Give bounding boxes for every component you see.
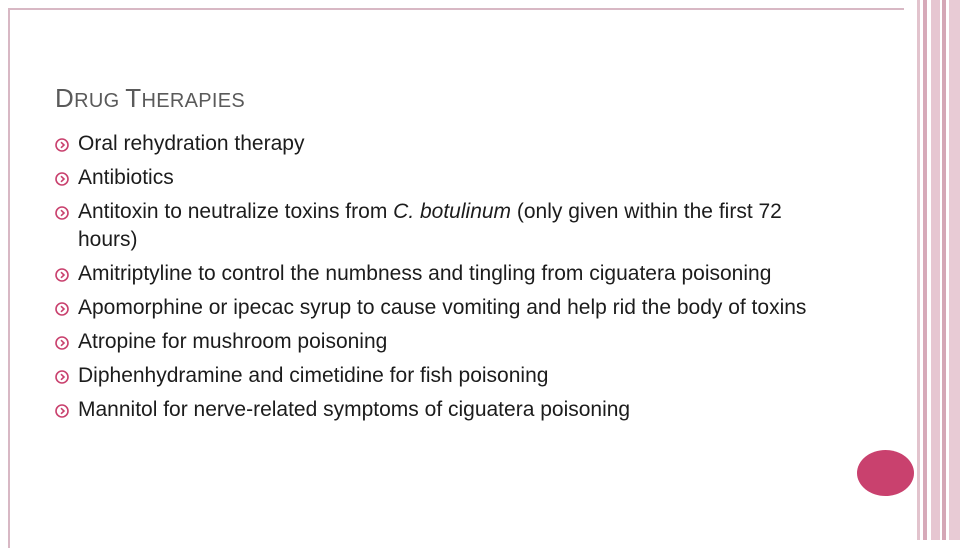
list-item [55, 328, 825, 356]
title-word-rest: HERAPIES [141, 90, 246, 112]
side-stripe [942, 0, 946, 540]
circle-arrow-icon [55, 268, 69, 282]
side-stripe [923, 0, 927, 540]
circle-arrow-icon [55, 370, 69, 384]
slide-title [55, 78, 245, 115]
title-initial: D [55, 83, 75, 113]
bullet-text: Oral rehydration therapy [78, 132, 305, 155]
bullet-text: Amitriptyline to control the numbness and tingling from ciguatera poisoning [78, 262, 772, 285]
bullet-text: (only given within the first 72 hours) [78, 200, 782, 251]
list-item [55, 294, 825, 322]
circle-arrow-icon [55, 336, 69, 350]
list-item [55, 260, 825, 288]
title-word-rest: RUG [74, 90, 126, 112]
circle-arrow-icon [55, 302, 69, 316]
bullet-text: Mannitol for nerve-related symptoms of ciguatera poisoning [78, 398, 631, 421]
title-initial: T [125, 83, 142, 113]
bullet-text: Antitoxin to neutralize toxins from [78, 200, 394, 223]
circle-arrow-icon [55, 206, 69, 220]
bullet-list [55, 130, 825, 430]
accent-circle [857, 450, 914, 496]
list-item [55, 164, 825, 192]
circle-arrow-icon [55, 138, 69, 152]
side-stripe [931, 0, 940, 540]
side-stripe [917, 0, 920, 540]
circle-arrow-icon [55, 172, 69, 186]
circle-arrow-icon [55, 404, 69, 418]
bullet-text: Antibiotics [78, 166, 174, 189]
bullet-text: Atropine for mushroom poisoning [78, 330, 388, 353]
list-item [55, 362, 825, 390]
list-item [55, 130, 825, 158]
bullet-text: Apomorphine or ipecac syrup to cause vomiting and help rid the body of toxins [78, 296, 807, 319]
species-name: C. botulinum [393, 200, 512, 223]
bullet-text: Diphenhydramine and cimetidine for fish poisoning [78, 364, 549, 387]
side-stripe [949, 0, 960, 540]
list-item [55, 198, 825, 254]
list-item [55, 396, 825, 424]
